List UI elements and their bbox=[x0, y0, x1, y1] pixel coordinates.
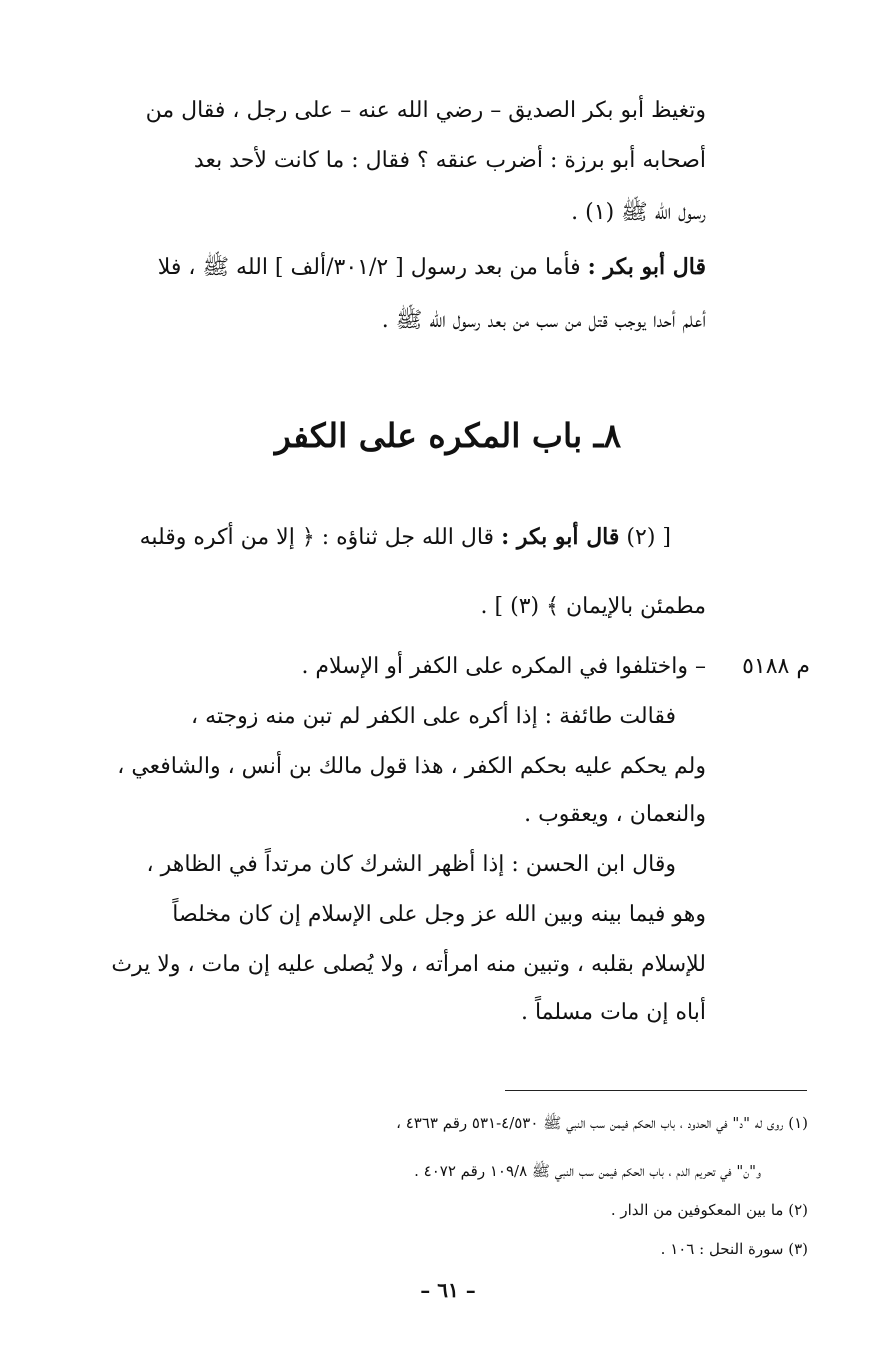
paragraph-text: قال الله جل ثناؤه : ﴿ إلا من أكره وقلبه bbox=[139, 525, 495, 550]
paragraph-line bbox=[140, 522, 671, 553]
paragraph-line: فقالت طائفة : إذا أكره على الكفر لم تبن منه زوجته ، bbox=[191, 704, 676, 729]
issue-line: – واختلفوا في المكره على الكفر أو الإسلام . bbox=[301, 654, 706, 679]
paragraph-line: ولم يحكم عليه بحكم الكفر ، هذا قول مالك بن أنس ، والشافعي ، bbox=[117, 754, 706, 779]
paragraph-line: والنعمان ، ويعقوب . bbox=[524, 802, 706, 827]
paragraph-line: أصحابه أبو برزة : أضرب عنقه ؟ فقال : ما كانت لأحد بعد bbox=[193, 148, 706, 173]
footnote-line: (١) روى له "د" في الحدود ، باب الحكم فيمن سب النبي ﷺ ٤/٥٣٠-٥٣١ رقم ٤٣٦٣ ، bbox=[396, 1114, 808, 1132]
paragraph-text: فأما من بعد رسول [ ٣٠١/٢/ألف ] الله ﷺ ، فلا bbox=[157, 255, 581, 280]
paragraph-line: وهو فيما بينه وبين الله عز وجل على الإسلام إن كان مخلصاً bbox=[172, 902, 706, 927]
paragraph-line: أباه إن مات مسلماً . bbox=[520, 1000, 706, 1025]
footnote-line: و"ن" في تحريم الدم ، باب الحكم فيمن سب النبي ﷺ ١٠٩/٨ رقم ٤٠٧٢ . bbox=[414, 1162, 761, 1180]
footnote-line: (٣) سورة النحل : ١٠٦ . bbox=[660, 1240, 808, 1258]
footnote-line: (٢) ما بين المعكوفين من الدار . bbox=[610, 1201, 808, 1219]
paragraph-line: وقال ابن الحسن : إذا أظهر الشرك كان مرتداً في الظاهر ، bbox=[146, 852, 676, 877]
chapter-title: ٨ـ باب المكره على الكفر bbox=[274, 416, 622, 455]
bracket-open: [ (٢) bbox=[626, 525, 671, 550]
page-number: – ٦١ – bbox=[420, 1278, 476, 1302]
paragraph-line: للإسلام بقلبه ، وتبين منه امرأته ، ولا يُصلى عليه إن مات ، ولا يرث bbox=[111, 952, 706, 977]
paragraph-line: رسول الله ﷺ (١) . bbox=[571, 200, 706, 225]
paragraph-line: وتغيظ أبو بكر الصديق – رضي الله عنه – على رجل ، فقال من bbox=[145, 98, 706, 123]
speaker-lead: قال أبو بكر : bbox=[501, 524, 620, 550]
paragraph-line bbox=[158, 252, 706, 283]
issue-marker: م ٥١٨٨ bbox=[742, 654, 810, 679]
footnote-divider bbox=[505, 1090, 807, 1091]
paragraph-line: مطمئن بالإيمان ﴾ (٣) ] . bbox=[480, 594, 706, 619]
paragraph-line: أعلم أحدا يوجب قتل من سب من بعد رسول الله ﷺ . bbox=[381, 308, 706, 333]
speaker-lead: قال أبو بكر : bbox=[587, 254, 706, 280]
